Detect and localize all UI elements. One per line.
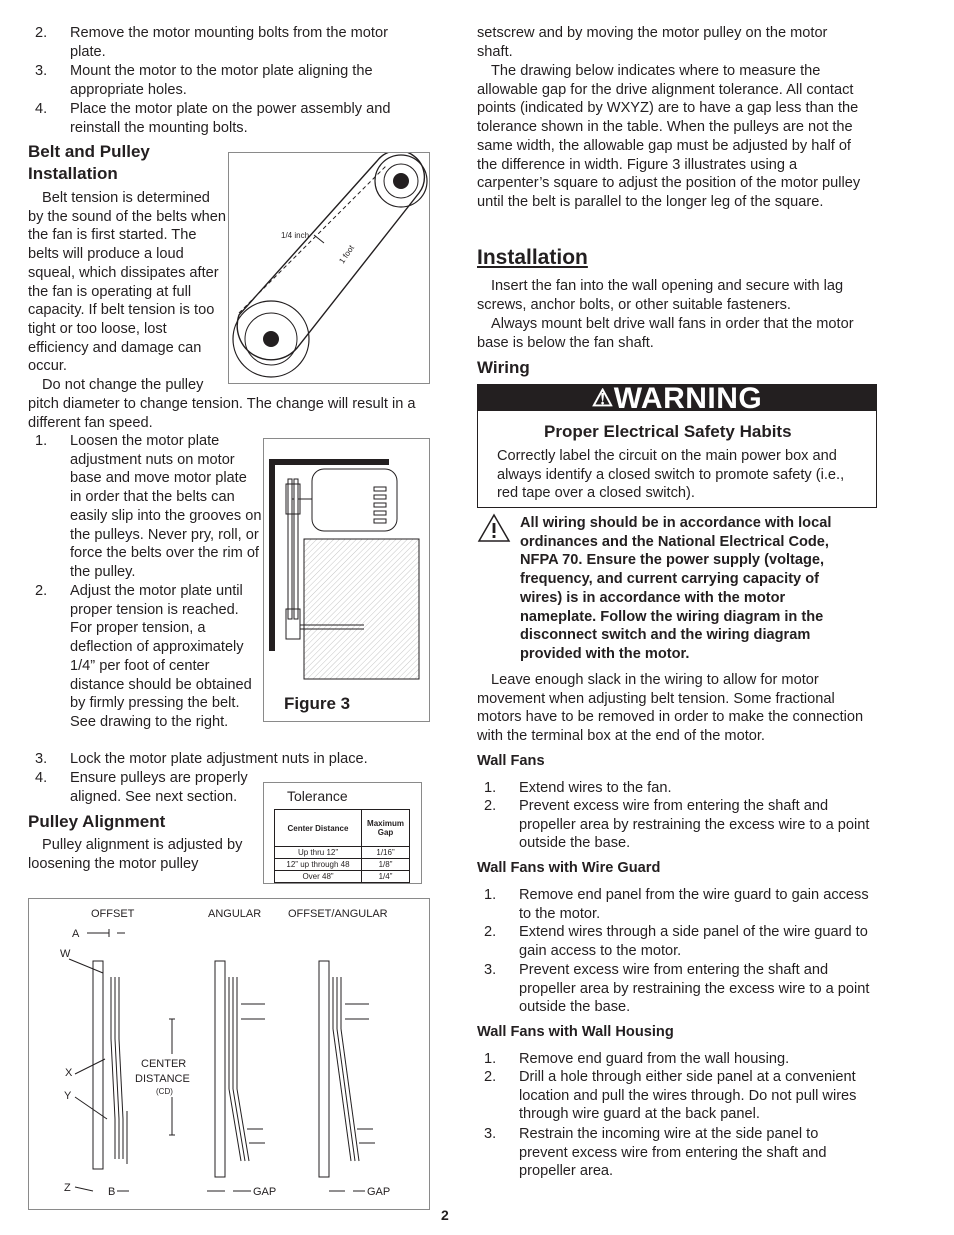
maximum-gap-header: Maximum Gap: [362, 810, 410, 847]
table-cell: 12” up through 48: [275, 859, 362, 871]
label-x: X: [65, 1067, 73, 1079]
pulley-para: Pulley alignment is adjusted by loosening the motor pulley: [28, 837, 243, 872]
tolerance-table-box: [263, 782, 422, 884]
table-cell: Over 48”: [275, 871, 362, 883]
belt-tension-figure: [228, 152, 430, 384]
wall-fans-heading: Wall Fans: [477, 753, 545, 769]
right-para-1: setscrew and by moving the motor pulley on the motor shaft.: [477, 25, 828, 60]
install-para-2: Always mount belt drive wall fans in order that the motor base is below the fan shaft.: [477, 316, 854, 351]
belt-para-1: Belt tension is determined by the sound of the belts when the fan is first started. The belts will produce a loud squeal, which dissipates after the fan is operating at full capacity. If belt tension is too tight or too loose, lost efficiency and damage can occur.: [28, 190, 226, 375]
caution-icon: [477, 513, 511, 548]
table-header-row: [275, 810, 410, 847]
wiring-heading: Wiring: [477, 358, 530, 377]
offset-angular-label: OFFSET/ANGULAR: [288, 908, 388, 920]
slack-para: Leave enough slack in the wiring to allow for motor movement when adjusting belt tension. Some fractional motors have to be removed in order to make the connection with the terminal box at the end of the motor.: [477, 672, 864, 745]
label-y: Y: [64, 1090, 72, 1102]
figure-3: [263, 438, 430, 722]
table-row: [275, 847, 410, 859]
installation-heading: Installation: [477, 246, 588, 269]
gap-label-offset-angular: GAP: [367, 1186, 391, 1198]
pulley-alignment-heading: Pulley Alignment: [28, 812, 166, 831]
offset-label: OFFSET: [91, 908, 135, 920]
tolerance-title: Tolerance: [287, 788, 348, 804]
angular-label: ANGULAR: [208, 908, 262, 920]
alignment-drawing: [29, 899, 429, 1209]
belt-tension-drawing: [229, 153, 429, 383]
alignment-figure: [28, 898, 430, 1210]
figure-3-caption: Figure 3: [284, 694, 351, 713]
belt-para-2-rest: pitch diameter to change tension. The change will result in a different fan speed.: [28, 396, 416, 431]
table-cell: 1/4”: [362, 871, 410, 883]
label-b: B: [108, 1186, 116, 1198]
label-z: Z: [64, 1182, 71, 1194]
label-a: A: [72, 928, 80, 940]
gap-label-angular: GAP: [253, 1186, 277, 1198]
table-cell: Up thru 12”: [275, 847, 362, 859]
quarter-inch-label: 1/4 inch: [281, 231, 310, 240]
cd-label: (CD): [156, 1087, 173, 1096]
page-number: 2: [441, 1207, 449, 1223]
wire-guard-heading: Wall Fans with Wire Guard: [477, 860, 661, 876]
install-para-1: Insert the fan into the wall opening and secure with lag screws, anchor bolts, or other suitable fasteners.: [477, 278, 844, 313]
wall-housing-heading: Wall Fans with Wall Housing: [477, 1024, 674, 1040]
table-cell: 1/8”: [362, 859, 410, 871]
figure-3-drawing: [264, 439, 429, 721]
tolerance-table: [274, 809, 410, 883]
center-distance-header: Center Distance: [275, 810, 362, 847]
table-row: [275, 871, 410, 883]
one-foot-label: 1 foot: [337, 243, 357, 266]
center-label: CENTER: [141, 1058, 187, 1070]
warning-banner: ⚠WARNING: [478, 385, 876, 411]
belt-heading: Belt and Pulley Installation: [28, 142, 150, 183]
table-cell: 1/16”: [362, 847, 410, 859]
caution-triangle-icon: [477, 513, 511, 543]
warning-subtitle: Proper Electrical Safety Habits: [544, 422, 792, 441]
right-para-2: The drawing below indicates where to measure the allowable gap for the drive alignment tolerance. All contact points (indicated by WXYZ) are to have a gap less than the tolerance shown in the table. When the pulleys are not the same width, the allowable gap must be adjusted by half of the difference in width. Figure 3 illustrates using a carpenter’s square to adjust the position of the motor pulley until the belt is parallel to the longer leg of the square.: [477, 63, 861, 210]
belt-para-2-first: Do not change the pulley: [42, 377, 204, 393]
table-row: [275, 859, 410, 871]
label-w: W: [60, 948, 71, 960]
warning-text: Correctly label the circuit on the main power box and always identify a closed switch to promote safety (i.e., red tape over a closed switch).: [497, 448, 845, 502]
warning-box: [477, 384, 877, 508]
warning-triangle-icon: ⚠: [591, 385, 614, 412]
caution-text: All wiring should be in accordance with local ordinances and the National Electrical Code, NFPA 70. Ensure the power supply (voltage, frequency, and current carrying capacity of wires) is in accordance with the motor nameplate. Follow the wiring diagram in the disconnect switch and the wiring diagram provided with the motor.: [520, 515, 832, 662]
distance-label: DISTANCE: [135, 1073, 190, 1085]
